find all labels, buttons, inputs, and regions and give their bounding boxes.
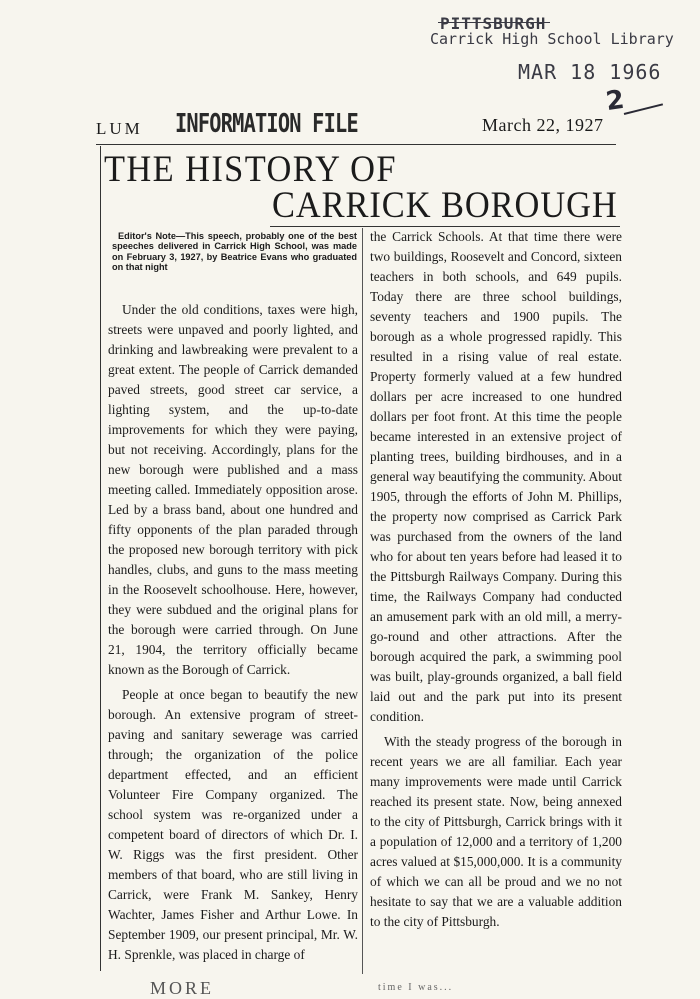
cut-off-text-right: time I was... [378,982,454,993]
left-margin-rule [100,146,101,971]
paragraph: Under the old conditions, taxes were high, streets were unpaved and poorly lighted, and drinking and lawbreaking were prevalent to a great extent. The people of Carrick demanded paved streets, good street car service, a lighting system, and the up-to-date improvements for which they were paying, but not receiving. Accordingly, plans for the new borough were published and a mass meeting called. Immediately opposition arose. Led by a brass band, about one hundred and fifty opponents of the plan paraded through the proposed new borough territory with pick handles, clubs, and guns to the mass meeting in the Roosevelt schoolhouse. Here, however, they were subdued and the original plans for the borough were carried through. On June 21, 1904, the territory officially became known as the Borough of Carrick. [108,302,358,677]
paragraph: People at once began to beautify the new borough. An extensive program of street-paving and sanitary sewerage was carried through; the organization of the police department effected, and an efficient Volunteer Fire Company organized. The school system was re-organized under a competent board of directors of which Dr. I. W. Riggs was the first president. Other members of that board, who are still living in Carrick, were Frank M. Sankey, Henry Wachter, James Fisher and Arthur Lowe. In September 1909, our present principal, Mr. W. H. Sprenkle, was placed in charge of [108,687,358,962]
paragraph: With the steady progress of the borough in recent years we are all familiar. Each year many improvements were made until Carrick reached its present state. Now, being annexed to the city of Pittsburgh, Carrick brings with it a population of 12,000 and a territory of 1,200 acres valued at $15,000,000. It is a community of which we can all be proud and we no not hesitate to say that we are a valuable addition to the city of Pittsburgh. [370,734,622,929]
left-column [108,300,358,970]
right-column [370,227,622,937]
headline-line-2: CARRICK BOROUGH [272,185,618,226]
stamp-date: MAR 18 1966 [518,60,662,84]
header-left-label: LUM [96,119,143,138]
information-file-stamp: INFORMATION FILE [175,109,358,139]
stamp-city: PITTSBURGH [440,14,547,33]
article-date: March 22, 1927 [482,115,604,135]
header-rule [96,144,616,145]
paragraph: the Carrick Schools. At that time there were two buildings, Roosevelt and Concord, sixteen teachers in both schools, and 649 pupils. Today there are three school buildings, seventy teachers and 1900 pupils. The borough as a whole progressed rapidly. This resulted in a rising value of real estate. Property formerly valued at a few hundred dollars per acre increased to one hundred dollars per foot front. At this time the people became interested in an extensive project of planting trees, building birdhouses, and in a general way beautifying the community. About 1905, through the efforts of John M. Phillips, the property now comprised as Carrick Park was purchased from the owners of the land who for about ten years before had leased it to the Pittsburgh Railways Company. During this time, the Railways Company had conducted an amusement park with an old mill, a merry-go-round and other attractions. After the borough acquired the park, a swimming pool was built, play-grounds organized, a ball field laid out and the park put into its present condition. [370,229,623,724]
cut-off-text-left: MORE [150,978,215,998]
stamp-library: Carrick High School Library [430,30,674,48]
handwritten-mark: 2 [604,84,627,118]
column-divider [362,228,363,974]
headline-line-1: THE HISTORY OF [104,149,397,190]
editors-note: Editor's Note—This speech, probably one of the best speeches delivered in Carrick High School, was made on February 3, 1927, by Beatrice Evans who graduated on that night [112,231,357,273]
